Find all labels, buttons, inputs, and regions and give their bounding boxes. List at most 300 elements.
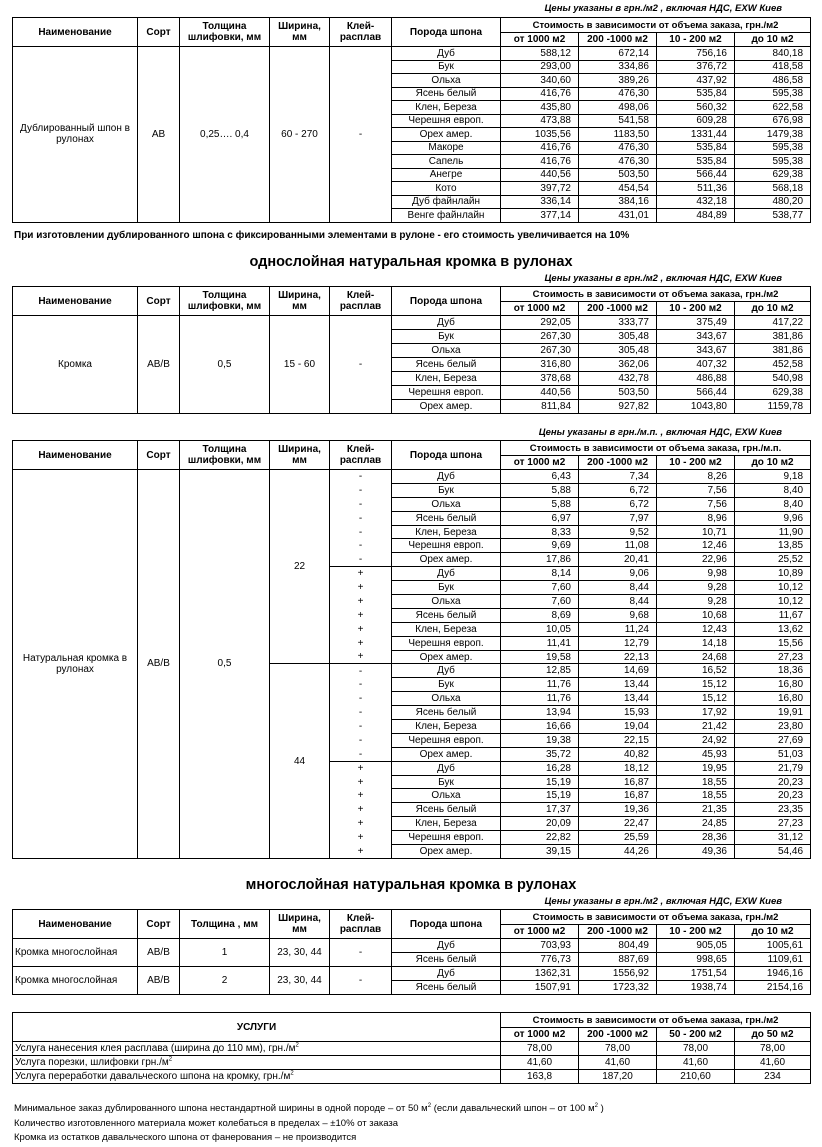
price-cell: 316,80 (501, 358, 579, 372)
price-cell: 16,80 (735, 678, 811, 692)
price-cell: 7,60 (501, 581, 579, 595)
header-name: Наименование (13, 287, 138, 316)
price-cell: 418,58 (735, 60, 811, 74)
table-services (12, 1012, 811, 1084)
header-row (13, 441, 811, 456)
species-cell: Черешня европ. (392, 733, 501, 747)
species-cell: Макоре (392, 141, 501, 155)
price-cell: 343,67 (657, 344, 735, 358)
price-cell: 804,49 (579, 939, 657, 953)
price-cell: 376,72 (657, 60, 735, 74)
species-cell: Бук (392, 678, 501, 692)
price-cell: 15,56 (735, 636, 811, 650)
price-cell: 905,05 (657, 939, 735, 953)
header-name: Наименование (13, 441, 138, 470)
price-cell: 672,14 (579, 47, 657, 61)
species-cell: Ясень белый (392, 608, 501, 622)
product-thickness: 0,25…. 0,4 (180, 47, 270, 223)
header-species: Порода шпона (392, 18, 501, 47)
price-cell: 187,20 (579, 1070, 657, 1084)
species-cell: Клен, Береза (392, 372, 501, 386)
price-cell: 535,84 (657, 141, 735, 155)
glue-cell: + (330, 845, 392, 859)
price-cell: 27,23 (735, 817, 811, 831)
price-cell: 333,77 (579, 316, 657, 330)
price-cell: 378,68 (501, 372, 579, 386)
price-cell: 486,88 (657, 372, 735, 386)
price-cell: 417,22 (735, 316, 811, 330)
header-sort: Сорт (138, 910, 180, 939)
product-thickness: 0,5 (180, 470, 270, 859)
price-cell: 8,40 (735, 483, 811, 497)
service-unit-sup: 2 (168, 1056, 173, 1063)
species-cell: Дуб (392, 967, 501, 981)
price-cell: 1479,38 (735, 128, 811, 142)
glue-cell: + (330, 817, 392, 831)
price-cell: 16,52 (657, 664, 735, 678)
species-cell: Черешня европ. (392, 386, 501, 400)
header-row (13, 910, 811, 925)
species-cell: Дуб (392, 664, 501, 678)
price-cell: 25,52 (735, 553, 811, 567)
table1-footnote: При изготовлении дублированного шпона с фиксированными элементами в рулоне - его стоимость увеличивается на 10% (14, 230, 630, 241)
price-cell: 629,38 (735, 386, 811, 400)
price-cell: 12,85 (501, 664, 579, 678)
price-cell: 19,95 (657, 761, 735, 775)
price-cell: 6,97 (501, 511, 579, 525)
price-cell: 19,38 (501, 733, 579, 747)
price-cell: 381,86 (735, 344, 811, 358)
price-cell: 1723,32 (579, 981, 657, 995)
price-cell: 41,60 (579, 1056, 657, 1070)
species-cell: Орех амер. (392, 553, 501, 567)
price-cell: 41,60 (735, 1056, 811, 1070)
glue-cell: - (330, 678, 392, 692)
price-cell: 210,60 (657, 1070, 735, 1084)
glue-cell: + (330, 831, 392, 845)
price-cell: 535,84 (657, 155, 735, 169)
price-cell: 16,66 (501, 720, 579, 734)
price-cell: 18,55 (657, 789, 735, 803)
species-cell: Орех амер. (392, 128, 501, 142)
price-cell: 407,32 (657, 358, 735, 372)
price-cell: 476,30 (579, 155, 657, 169)
product-glue: - (330, 316, 392, 414)
price-cell: 1938,74 (657, 981, 735, 995)
species-cell: Ясень белый (392, 953, 501, 967)
header-thickness: Толщина шлифовки, мм (180, 18, 270, 47)
service-name-text: Услуга переработки давальческого шпона на кромку, грн./м (15, 1071, 291, 1082)
price-cell: 6,43 (501, 470, 579, 484)
price-cell: 541,58 (579, 114, 657, 128)
price-cell: 377,14 (501, 209, 579, 223)
price-note-1: Цены указаны в грн./м2 , включая НДС, EXW Киев (544, 3, 782, 14)
price-cell: 9,18 (735, 470, 811, 484)
width-group: 44 (270, 664, 330, 858)
price-cell: 10,12 (735, 581, 811, 595)
glue-cell: - (330, 747, 392, 761)
price-cell: 9,52 (579, 525, 657, 539)
glue-cell: - (330, 553, 392, 567)
price-cell: 23,80 (735, 720, 811, 734)
species-cell: Анегре (392, 168, 501, 182)
price-cell: 267,30 (501, 330, 579, 344)
glue-cell: - (330, 511, 392, 525)
service-name-text: Услуга порезки, шлифовки грн./м (15, 1057, 169, 1068)
service-name-text: Услуга нанесения клея расплава (ширина до 110 мм), грн./м (15, 1043, 296, 1054)
glue-cell: - (330, 525, 392, 539)
price-cell: 588,12 (501, 47, 579, 61)
price-cell: 44,26 (579, 845, 657, 859)
price-cell: 16,87 (579, 789, 657, 803)
glue-cell: + (330, 761, 392, 775)
price-cell: 9,98 (657, 567, 735, 581)
header-cost: Стоимость в зависимости от объема заказа, грн./м2 (501, 1013, 811, 1028)
price-cell: 334,86 (579, 60, 657, 74)
price-cell: 6,72 (579, 497, 657, 511)
price-cell: 18,55 (657, 775, 735, 789)
price-cell: 292,05 (501, 316, 579, 330)
header-cost: Стоимость в зависимости от объема заказа, грн./м2 (501, 287, 811, 302)
price-cell: 566,44 (657, 386, 735, 400)
glue-cell: - (330, 733, 392, 747)
price-cell: 1005,61 (735, 939, 811, 953)
table-single-layer-edge (12, 286, 811, 414)
price-cell: 20,23 (735, 789, 811, 803)
price-cell: 35,72 (501, 747, 579, 761)
species-cell: Ясень белый (392, 706, 501, 720)
product-name: Кромка многослойная (13, 939, 138, 967)
price-cell: 22,82 (501, 831, 579, 845)
table-row (13, 470, 811, 484)
header-width: Ширина, мм (270, 18, 330, 47)
price-cell: 887,69 (579, 953, 657, 967)
price-cell: 49,36 (657, 845, 735, 859)
price-cell: 8,14 (501, 567, 579, 581)
glue-cell: + (330, 789, 392, 803)
price-cell: 389,26 (579, 74, 657, 88)
price-cell: 28,36 (657, 831, 735, 845)
price-cell: 10,71 (657, 525, 735, 539)
header-glue: Клей-расплав (330, 18, 392, 47)
product-sort: АВ/В (138, 316, 180, 414)
species-cell: Орех амер. (392, 747, 501, 761)
header-volume-col: до 10 м2 (735, 925, 811, 939)
price-cell: 336,14 (501, 195, 579, 209)
price-cell: 1109,61 (735, 953, 811, 967)
price-cell: 568,18 (735, 182, 811, 196)
species-cell: Клен, Береза (392, 622, 501, 636)
price-cell: 535,84 (657, 87, 735, 101)
price-cell: 51,03 (735, 747, 811, 761)
price-cell: 503,50 (579, 168, 657, 182)
product-name: Кромка (13, 316, 138, 414)
price-cell: 20,23 (735, 775, 811, 789)
table-multi-layer-edge (12, 909, 811, 995)
product-width: 23, 30, 44 (270, 939, 330, 967)
price-cell: 560,32 (657, 101, 735, 115)
price-cell: 27,69 (735, 733, 811, 747)
price-cell: 676,98 (735, 114, 811, 128)
price-cell: 11,76 (501, 678, 579, 692)
price-cell: 9,28 (657, 581, 735, 595)
header-volume-col: до 10 м2 (735, 456, 811, 470)
species-cell: Ольха (392, 497, 501, 511)
price-cell: 6,72 (579, 483, 657, 497)
price-cell: 13,44 (579, 678, 657, 692)
header-glue: Клей-расплав (330, 910, 392, 939)
price-cell: 15,12 (657, 678, 735, 692)
price-cell: 8,69 (501, 608, 579, 622)
price-cell: 431,01 (579, 209, 657, 223)
price-cell: 540,98 (735, 372, 811, 386)
price-cell: 432,78 (579, 372, 657, 386)
price-cell: 566,44 (657, 168, 735, 182)
price-cell: 41,60 (657, 1056, 735, 1070)
price-cell: 15,12 (657, 692, 735, 706)
price-cell: 12,46 (657, 539, 735, 553)
price-cell: 1331,44 (657, 128, 735, 142)
price-cell: 18,12 (579, 761, 657, 775)
glue-cell: + (330, 775, 392, 789)
species-cell: Клен, Береза (392, 525, 501, 539)
price-cell: 480,20 (735, 195, 811, 209)
glue-cell: + (330, 608, 392, 622)
price-cell: 41,60 (501, 1056, 579, 1070)
species-cell: Черешня европ. (392, 831, 501, 845)
header-volume-col: от 1000 м2 (501, 302, 579, 316)
header-sort: Сорт (138, 441, 180, 470)
price-cell: 1035,56 (501, 128, 579, 142)
price-cell: 927,82 (579, 400, 657, 414)
price-cell: 703,93 (501, 939, 579, 953)
price-cell: 484,89 (657, 209, 735, 223)
species-cell: Венге файнлайн (392, 209, 501, 223)
header-species: Порода шпона (392, 287, 501, 316)
product-width: 15 - 60 (270, 316, 330, 414)
price-cell: 452,58 (735, 358, 811, 372)
price-cell: 54,46 (735, 845, 811, 859)
price-cell: 629,38 (735, 168, 811, 182)
price-cell: 11,90 (735, 525, 811, 539)
price-cell: 1946,16 (735, 967, 811, 981)
species-cell: Бук (392, 60, 501, 74)
species-cell: Ольха (392, 344, 501, 358)
service-name (13, 1056, 501, 1070)
price-cell: 22,15 (579, 733, 657, 747)
price-cell: 13,85 (735, 539, 811, 553)
price-cell: 8,44 (579, 595, 657, 609)
product-glue: - (330, 967, 392, 995)
price-cell: 998,65 (657, 953, 735, 967)
price-cell: 267,30 (501, 344, 579, 358)
header-volume-col: 10 - 200 м2 (657, 456, 735, 470)
price-cell: 362,06 (579, 358, 657, 372)
price-cell: 19,36 (579, 803, 657, 817)
price-cell: 473,88 (501, 114, 579, 128)
price-cell: 9,28 (657, 595, 735, 609)
price-cell: 8,44 (579, 581, 657, 595)
price-cell: 476,30 (579, 141, 657, 155)
glue-cell: + (330, 595, 392, 609)
footer-min-order: Минимальное заказ дублированного шпона нестандартной ширины в одной породе – от 50 $м^2$ (если давальческий шпон – от 100 $м^2$ ) (14, 1102, 604, 1114)
price-cell: 595,38 (735, 87, 811, 101)
price-cell: 9,06 (579, 567, 657, 581)
product-width: 23, 30, 44 (270, 967, 330, 995)
price-cell: 609,28 (657, 114, 735, 128)
price-cell: 20,41 (579, 553, 657, 567)
price-cell: 384,16 (579, 195, 657, 209)
price-cell: 20,09 (501, 817, 579, 831)
price-note-3: Цены указаны в грн./м.п. , включая НДС, EXW Киев (538, 427, 782, 438)
glue-cell: - (330, 539, 392, 553)
price-cell: 595,38 (735, 141, 811, 155)
service-unit-sup: 2 (295, 1042, 299, 1049)
header-row (13, 18, 811, 33)
price-cell: 24,92 (657, 733, 735, 747)
species-cell: Сапель (392, 155, 501, 169)
header-width: Ширина, мм (270, 441, 330, 470)
table-row (13, 967, 811, 981)
species-cell: Ясень белый (392, 511, 501, 525)
header-name: Наименование (13, 910, 138, 939)
price-cell: 11,24 (579, 622, 657, 636)
price-cell: 22,13 (579, 650, 657, 664)
header-volume-col: от 1000 м2 (501, 1028, 579, 1042)
price-cell: 476,30 (579, 87, 657, 101)
species-cell: Клен, Береза (392, 720, 501, 734)
price-cell: 595,38 (735, 155, 811, 169)
price-cell: 11,67 (735, 608, 811, 622)
price-cell: 8,40 (735, 497, 811, 511)
price-cell: 8,96 (657, 511, 735, 525)
price-cell: 21,42 (657, 720, 735, 734)
price-cell: 10,05 (501, 622, 579, 636)
species-cell: Бук (392, 483, 501, 497)
price-cell: 343,67 (657, 330, 735, 344)
price-cell: 15,93 (579, 706, 657, 720)
services-title: УСЛУГИ (13, 1013, 501, 1042)
price-cell: 7,56 (657, 483, 735, 497)
species-cell: Дуб (392, 47, 501, 61)
glue-cell: + (330, 650, 392, 664)
species-cell: Ольха (392, 595, 501, 609)
price-cell: 11,41 (501, 636, 579, 650)
header-sort: Сорт (138, 18, 180, 47)
price-cell: 381,86 (735, 330, 811, 344)
price-cell: 31,12 (735, 831, 811, 845)
price-cell: 5,88 (501, 483, 579, 497)
species-cell: Орех амер. (392, 845, 501, 859)
price-cell: 1751,54 (657, 967, 735, 981)
price-cell: 12,79 (579, 636, 657, 650)
price-note-4: Цены указаны в грн./м2 , включая НДС, EXW Киев (544, 896, 782, 907)
product-glue: - (330, 939, 392, 967)
service-name (13, 1042, 501, 1056)
product-sort: АВ/В (138, 470, 180, 859)
service-name (13, 1070, 501, 1084)
price-cell: 498,06 (579, 101, 657, 115)
price-cell: 10,89 (735, 567, 811, 581)
header-glue: Клей-расплав (330, 441, 392, 470)
price-cell: 5,88 (501, 497, 579, 511)
price-cell: 1507,91 (501, 981, 579, 995)
species-cell: Клен, Береза (392, 101, 501, 115)
price-cell: 776,73 (501, 953, 579, 967)
header-volume-col: 10 - 200 м2 (657, 33, 735, 47)
price-cell: 24,85 (657, 817, 735, 831)
glue-cell: - (330, 497, 392, 511)
product-glue: - (330, 47, 392, 223)
header-volume-col: до 50 м2 (735, 1028, 811, 1042)
price-cell: 19,91 (735, 706, 811, 720)
header-volume-col: 10 - 200 м2 (657, 302, 735, 316)
footer-leftover-note: Кромка из остатков давальческого шпона от фанерования – не производится (14, 1132, 357, 1143)
price-cell: 11,08 (579, 539, 657, 553)
price-cell: 7,60 (501, 595, 579, 609)
header-volume-col: от 1000 м2 (501, 33, 579, 47)
price-cell: 440,56 (501, 168, 579, 182)
price-cell: 7,56 (657, 497, 735, 511)
price-cell: 27,23 (735, 650, 811, 664)
glue-cell: - (330, 483, 392, 497)
price-cell: 14,18 (657, 636, 735, 650)
price-cell: 9,69 (501, 539, 579, 553)
price-cell: 18,36 (735, 664, 811, 678)
glue-cell: - (330, 470, 392, 484)
species-cell: Орех амер. (392, 650, 501, 664)
header-name: Наименование (13, 18, 138, 47)
price-cell: 19,58 (501, 650, 579, 664)
price-cell: 23,35 (735, 803, 811, 817)
price-cell: 1043,80 (657, 400, 735, 414)
price-cell: 12,43 (657, 622, 735, 636)
product-thickness: 0,5 (180, 316, 270, 414)
glue-cell: - (330, 706, 392, 720)
price-cell: 24,68 (657, 650, 735, 664)
table-row (13, 1042, 811, 1056)
species-cell: Ольха (392, 692, 501, 706)
price-cell: 15,19 (501, 775, 579, 789)
price-cell: 7,34 (579, 470, 657, 484)
header-cost: Стоимость в зависимости от объема заказа, грн./м.п. (501, 441, 811, 456)
product-name: Дублированный шпон в рулонах (13, 47, 138, 223)
price-cell: 622,58 (735, 101, 811, 115)
price-cell: 22,47 (579, 817, 657, 831)
species-cell: Ясень белый (392, 358, 501, 372)
price-cell: 375,49 (657, 316, 735, 330)
price-cell: 416,76 (501, 141, 579, 155)
price-cell: 538,77 (735, 209, 811, 223)
product-sort: АВ (138, 47, 180, 223)
price-cell: 503,50 (579, 386, 657, 400)
species-cell: Ольха (392, 789, 501, 803)
glue-cell: + (330, 803, 392, 817)
species-cell: Ясень белый (392, 803, 501, 817)
species-cell: Дуб (392, 939, 501, 953)
product-width: 60 - 270 (270, 47, 330, 223)
glue-cell: - (330, 692, 392, 706)
species-cell: Дуб файнлайн (392, 195, 501, 209)
price-cell: 435,80 (501, 101, 579, 115)
price-cell: 9,96 (735, 511, 811, 525)
price-cell: 432,18 (657, 195, 735, 209)
price-cell: 11,76 (501, 692, 579, 706)
price-cell: 16,87 (579, 775, 657, 789)
header-glue: Клей-расплав (330, 287, 392, 316)
section-title-single-layer: однослойная натуральная кромка в рулонах (249, 254, 573, 270)
table-row (13, 1056, 811, 1070)
